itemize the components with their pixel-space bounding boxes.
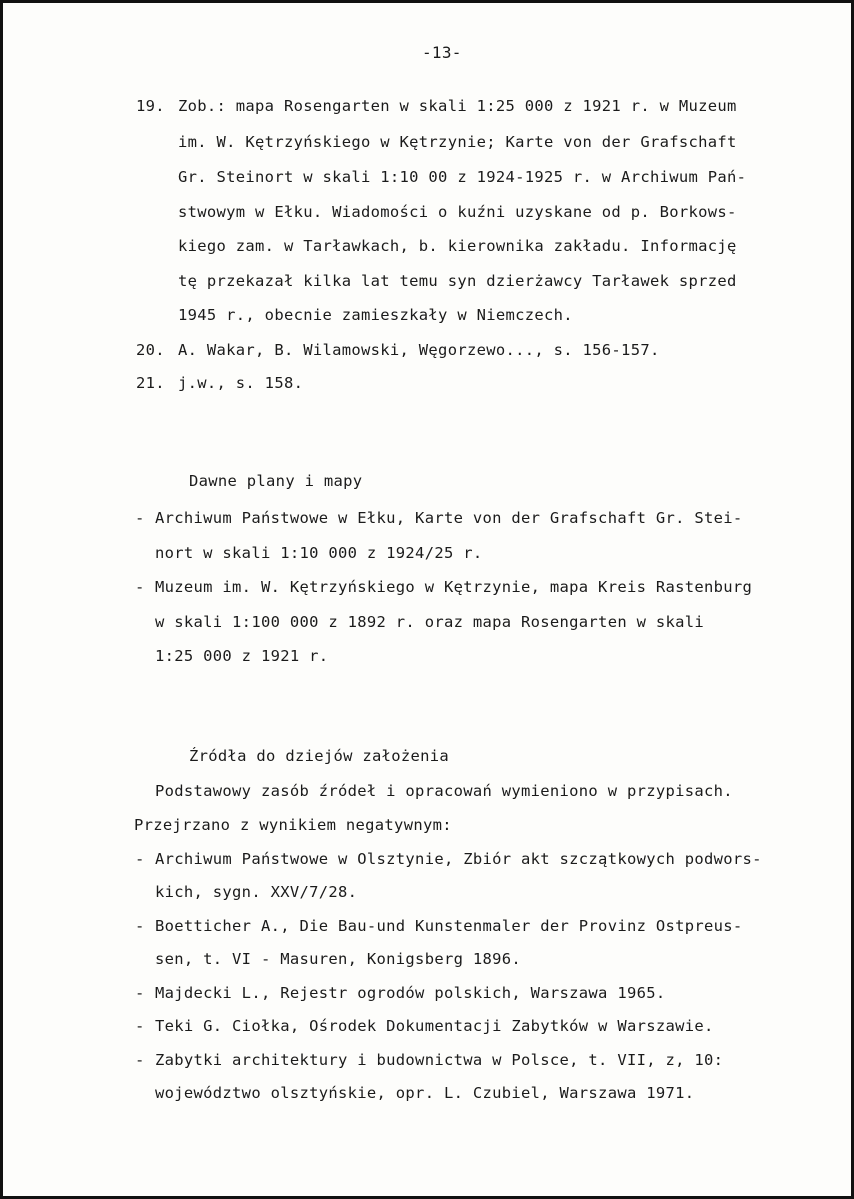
list-item-line: województwo olsztyńskie, opr. L. Czubiel, Warszawa 1971. [155,1084,695,1102]
list-item-line: w skali 1:100 000 z 1892 r. oraz mapa Rosengarten w skali [155,613,705,631]
footnote-line: kiego zam. w Tarławkach, b. kierownika zakładu. Informację [178,237,737,255]
list-item-line: Boetticher A., Die Bau-und Kunstenmaler der Provinz Ostpreus- [155,917,743,935]
list-bullet: - [135,984,145,1002]
list-item-line: Teki G. Ciołka, Ośrodek Dokumentacji Zabytków w Warszawie. [155,1017,714,1035]
list-bullet: - [135,1017,145,1035]
list-item-line: nort w skali 1:10 000 z 1924/25 r. [155,544,483,562]
footnote-number: 20. [136,341,165,359]
list-bullet: - [135,850,145,868]
list-bullet: - [135,917,145,935]
list-bullet: - [135,1051,145,1069]
page-number: -13- [422,43,462,62]
footnote-line: Gr. Steinort w skali 1:10 00 z 1924-1925 r. w Archiwum Pań- [178,168,747,186]
list-item-line: 1:25 000 z 1921 r. [155,647,329,665]
list-item-line: kich, sygn. XXV/7/28. [155,883,358,901]
footnote-line: 1945 r., obecnie zamieszkały w Niemczech. [178,306,573,324]
list-item-line: sen, t. VI - Masuren, Konigsberg 1896. [155,950,522,968]
section-heading-sources: Źródła do dziejów założenia [189,747,450,765]
footnote-line: A. Wakar, B. Wilamowski, Węgorzewo..., s. 156-157. [178,341,660,359]
footnote-line: j.w., s. 158. [178,374,304,392]
list-bullet: - [135,578,145,596]
intro-line: Przejrzano z wynikiem negatywnym: [134,816,452,834]
intro-line: Podstawowy zasób źródeł i opracowań wymieniono w przypisach. [155,782,733,800]
section-heading-plans: Dawne plany i mapy [189,472,363,490]
list-bullet: - [135,509,145,527]
footnote-line: im. W. Kętrzyńskiego w Kętrzynie; Karte von der Grafschaft [178,133,737,151]
footnote-number: 21. [136,374,165,392]
list-item-line: Archiwum Państwowe w Olsztynie, Zbiór akt szczątkowych podwors- [155,850,762,868]
footnote-line: tę przekazał kilka lat temu syn dzierżawcy Tarławek sprzed [178,272,737,290]
list-item-line: Archiwum Państwowe w Ełku, Karte von der Grafschaft Gr. Stei- [155,509,743,527]
list-item-line: Majdecki L., Rejestr ogrodów polskich, Warszawa 1965. [155,984,666,1002]
list-item-line: Muzeum im. W. Kętrzyńskiego w Kętrzynie, mapa Kreis Rastenburg [155,578,753,596]
list-item-line: Zabytki architektury i budownictwa w Polsce, t. VII, z, 10: [155,1051,724,1069]
footnote-line: Zob.: mapa Rosengarten w skali 1:25 000 z 1921 r. w Muzeum [178,97,737,115]
footnote-number: 19. [136,97,165,115]
footnote-line: stwowym w Ełku. Wiadomości o kuźni uzyskane od p. Borkows- [178,203,737,221]
